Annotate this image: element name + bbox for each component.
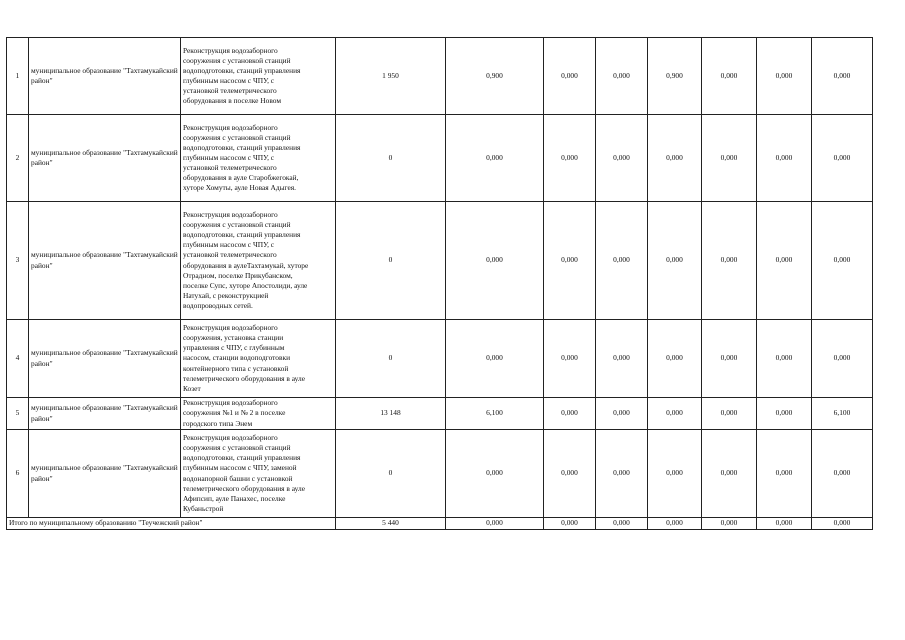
funding-value: 0,000 — [757, 202, 812, 320]
total-cost-value: 5 440 — [336, 518, 446, 530]
funding-value: 0,000 — [648, 430, 702, 518]
project-description: Реконструкция водозаборного сооружения, установка станции управления с ЧПУ, с глубинным насосом, станции водоподготовки контейнерного типа с установкой телеметрического оборудования в ауле Козет — [181, 320, 336, 398]
total-funding-value: 0,000 — [812, 518, 873, 530]
funding-value: 0,000 — [757, 398, 812, 430]
funding-value: 0,000 — [544, 320, 596, 398]
funding-value: 0,000 — [544, 202, 596, 320]
total-funding-value: 0,000 — [702, 518, 757, 530]
municipality-name: муниципальное образование "Тахтамукайский район" — [29, 430, 181, 518]
funding-value: 0,000 — [702, 430, 757, 518]
funding-value: 0,000 — [596, 115, 648, 202]
table-row — [7, 38, 873, 115]
municipality-name: муниципальное образование "Тахтамукайский район" — [29, 320, 181, 398]
municipality-name: муниципальное образование "Тахтамукайский район" — [29, 202, 181, 320]
funding-value: 0,000 — [596, 320, 648, 398]
funding-value: 0,000 — [544, 398, 596, 430]
funding-value: 0,000 — [596, 38, 648, 115]
funding-value: 0,000 — [648, 115, 702, 202]
funding-value: 0,000 — [812, 202, 873, 320]
funding-value: 0,000 — [702, 38, 757, 115]
funding-total: 0,000 — [446, 320, 544, 398]
funding-value: 0,000 — [812, 430, 873, 518]
funding-value: 0,000 — [702, 398, 757, 430]
table-row — [7, 202, 873, 320]
funding-value: 0,000 — [648, 202, 702, 320]
cost-value: 0 — [336, 115, 446, 202]
funding-total: 0,000 — [446, 430, 544, 518]
funding-value: 0,000 — [544, 38, 596, 115]
table-row — [7, 115, 873, 202]
funding-value: 0,000 — [757, 115, 812, 202]
project-description: Реконструкция водозаборного сооружения №1 и № 2 в поселке городского типа Энем — [181, 398, 336, 430]
funding-value: 0,000 — [702, 202, 757, 320]
table-row — [7, 430, 873, 518]
funding-value: 0,000 — [648, 398, 702, 430]
funding-value: 0,000 — [812, 115, 873, 202]
row-number: 1 — [7, 38, 29, 115]
funding-value: 0,000 — [757, 430, 812, 518]
project-description: Реконструкция водозаборного сооружения с установкой станций водоподготовки, станций управления глубинным насосом с ЧПУ, с установкой телеметрического оборудования в поселке Новом — [181, 38, 336, 115]
table-row — [7, 320, 873, 398]
funding-value: 0,900 — [648, 38, 702, 115]
municipality-name: муниципальное образование "Тахтамукайский район" — [29, 115, 181, 202]
data-table — [6, 37, 873, 530]
cost-value: 0 — [336, 202, 446, 320]
funding-total: 6,100 — [446, 398, 544, 430]
total-funding-value: 0,000 — [446, 518, 544, 530]
funding-value: 0,000 — [544, 115, 596, 202]
funding-value: 0,000 — [544, 430, 596, 518]
cost-value: 13 148 — [336, 398, 446, 430]
row-number: 4 — [7, 320, 29, 398]
row-number: 6 — [7, 430, 29, 518]
funding-total: 0,900 — [446, 38, 544, 115]
funding-total: 0,000 — [446, 115, 544, 202]
municipality-name: муниципальное образование "Тахтамукайский район" — [29, 398, 181, 430]
funding-value: 0,000 — [812, 38, 873, 115]
row-number: 2 — [7, 115, 29, 202]
total-funding-value: 0,000 — [648, 518, 702, 530]
funding-value: 0,000 — [757, 320, 812, 398]
total-funding-value: 0,000 — [757, 518, 812, 530]
row-number: 3 — [7, 202, 29, 320]
funding-total: 0,000 — [446, 202, 544, 320]
total-row — [7, 518, 873, 530]
row-number: 5 — [7, 398, 29, 430]
project-description: Реконструкция водозаборного сооружения с установкой станций водоподготовки, станций управления глубинным насосом с ЧПУ, заменой водонапорной башни с установкой телеметрического оборудования в ауле Афипсип, ауле Панахес, поселке Кубаньстрой — [181, 430, 336, 518]
municipality-name: муниципальное образование "Тахтамукайский район" — [29, 38, 181, 115]
total-label: Итого по муниципальному образованию "Теучежский район" — [7, 518, 336, 530]
funding-value: 0,000 — [702, 320, 757, 398]
table-row — [7, 398, 873, 430]
project-description: Реконструкция водозаборного сооружения с установкой станций водоподготовки, станций управления глубинным насосом с ЧПУ, с установкой телеметрического оборудования в ауле Старобжегокай, хуторе Хомуты, ауле Новая Адыгея. — [181, 115, 336, 202]
funding-value: 0,000 — [757, 38, 812, 115]
cost-value: 0 — [336, 430, 446, 518]
project-description: Реконструкция водозаборного сооружения с установкой станций водоподготовки, станций управления глубинным насосом с ЧПУ, с установкой телеметрического оборудования в аулеТахтамукай, хуторе Отрадном, поселке Прикубанском, поселке Супс, хуторе Апостолиди, ауле Натухай, с реконструкцией водопроводных сетей. — [181, 202, 336, 320]
funding-value: 0,000 — [648, 320, 702, 398]
funding-value: 0,000 — [596, 202, 648, 320]
total-funding-value: 0,000 — [596, 518, 648, 530]
funding-value: 0,000 — [812, 320, 873, 398]
funding-value: 6,100 — [812, 398, 873, 430]
funding-value: 0,000 — [596, 398, 648, 430]
cost-value: 1 950 — [336, 38, 446, 115]
funding-value: 0,000 — [596, 430, 648, 518]
cost-value: 0 — [336, 320, 446, 398]
total-funding-value: 0,000 — [544, 518, 596, 530]
funding-value: 0,000 — [702, 115, 757, 202]
